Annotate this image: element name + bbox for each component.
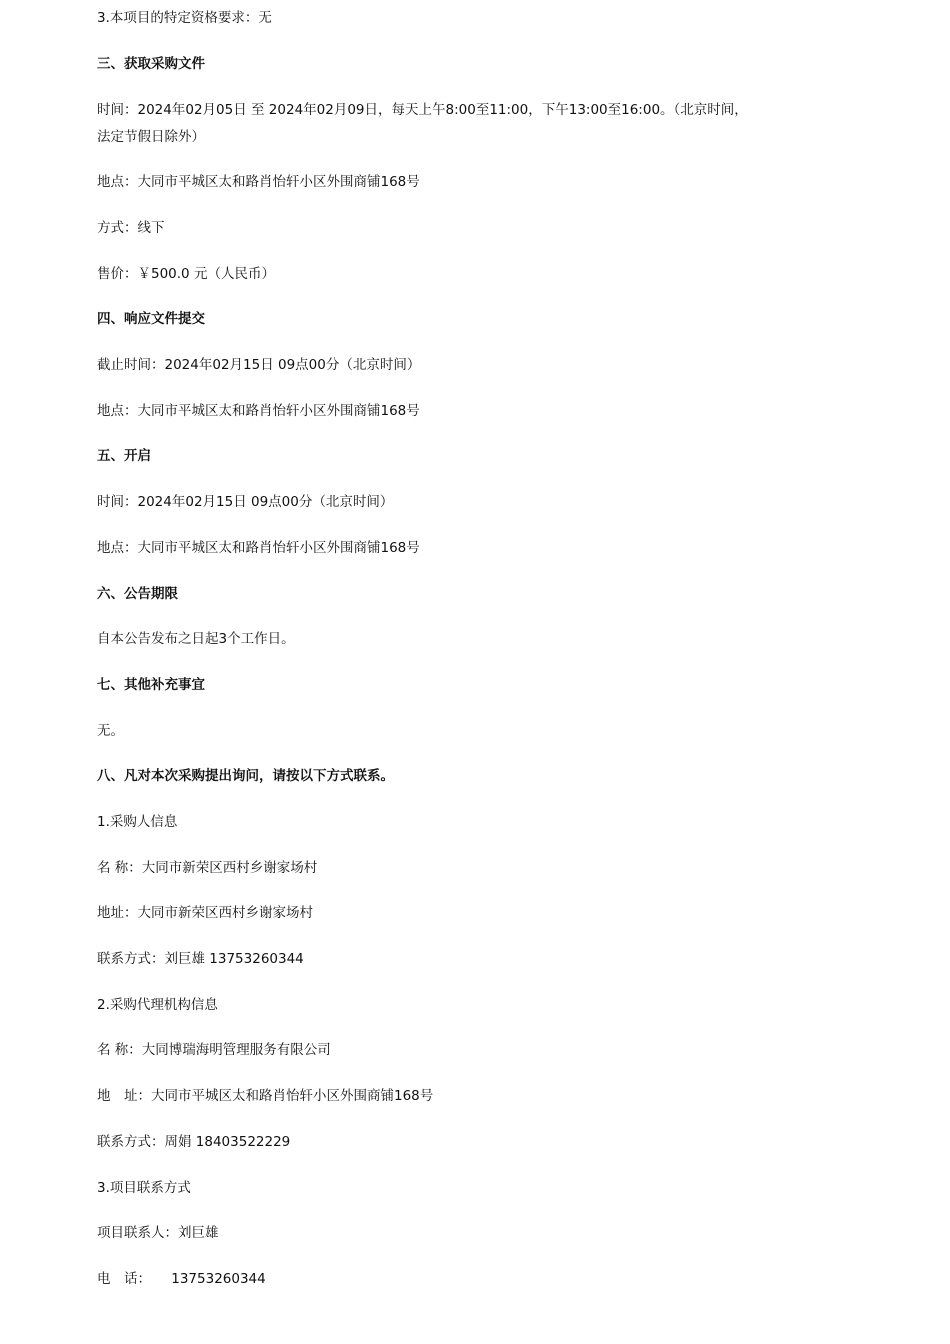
project-contact-person: 项目联系人：刘巨雄 bbox=[97, 1225, 219, 1241]
notice-period-text: 自本公告发布之日起3个工作日。 bbox=[97, 631, 295, 647]
project-contact-title: 3.项目联系方式 bbox=[97, 1180, 191, 1196]
get-documents-method: 方式：线下 bbox=[97, 220, 165, 236]
submission-deadline: 截止时间：2024年02月15日 09点00分（北京时间） bbox=[97, 357, 421, 373]
agency-contact: 联系方式：周娟 18403522229 bbox=[97, 1134, 291, 1150]
get-documents-price: 售价：￥500.0 元（人民币） bbox=[97, 266, 275, 282]
submission-location: 地点：大同市平城区太和路肖怡轩小区外围商铺168号 bbox=[97, 403, 420, 419]
section-heading-opening: 五、开启 bbox=[97, 448, 151, 464]
section-heading-contact: 八、凡对本次采购提出询问，请按以下方式联系。 bbox=[97, 768, 394, 784]
section-heading-notice-period: 六、公告期限 bbox=[97, 586, 178, 602]
get-documents-location: 地点：大同市平城区太和路肖怡轩小区外围商铺168号 bbox=[97, 174, 420, 190]
section-heading-get-documents: 三、获取采购文件 bbox=[97, 56, 205, 72]
opening-time: 时间：2024年02月15日 09点00分（北京时间） bbox=[97, 494, 394, 510]
purchaser-name: 名 称：大同市新荣区西村乡谢家场村 bbox=[97, 860, 318, 876]
section-heading-other-matters: 七、其他补充事宜 bbox=[97, 677, 205, 693]
project-contact-phone: 电 话： 13753260344 bbox=[97, 1271, 266, 1287]
agency-info-title: 2.采购代理机构信息 bbox=[97, 997, 218, 1013]
get-documents-time: 时间：2024年02月05日 至 2024年02月09日，每天上午8:00至11:00，下午13:00至16:00。（北京时间，法定节假日除外） bbox=[97, 102, 748, 145]
purchaser-info-title: 1.采购人信息 bbox=[97, 814, 178, 830]
section-heading-submission: 四、响应文件提交 bbox=[97, 311, 205, 327]
agency-address: 地 址：大同市平城区太和路肖怡轩小区外围商铺168号 bbox=[97, 1088, 434, 1104]
purchaser-contact: 联系方式：刘巨雄 13753260344 bbox=[97, 951, 304, 967]
qualification-requirement: 3.本项目的特定资格要求：无 bbox=[97, 10, 272, 26]
other-matters-text: 无。 bbox=[97, 723, 124, 739]
purchaser-address: 地址：大同市新荣区西村乡谢家场村 bbox=[97, 905, 313, 921]
agency-name: 名 称：大同博瑞海明管理服务有限公司 bbox=[97, 1042, 331, 1058]
opening-location: 地点：大同市平城区太和路肖怡轩小区外围商铺168号 bbox=[97, 540, 420, 556]
